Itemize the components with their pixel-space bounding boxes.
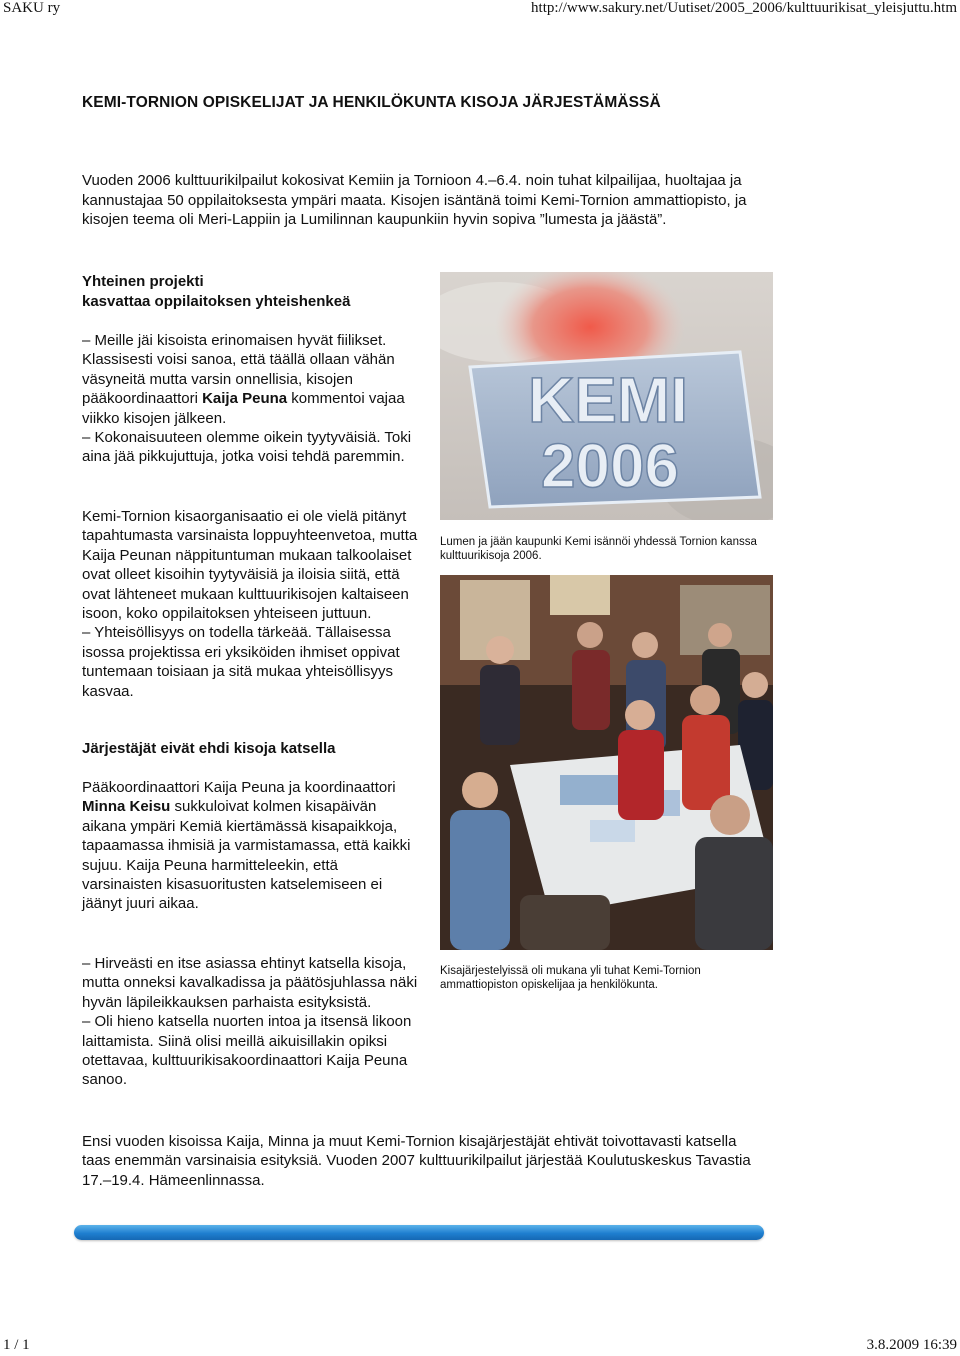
closing-paragraph: Ensi vuoden kisoissa Kaija, Minna ja muut Kemi-Tornion kisajärjestäjät ehtivät toivottavasti katsella taas enemmän varsinaisia esityksiä. Vuoden 2007 kulttuurikilpailut järjestää Koulutuskeskus Tavastia 17.–19.4. Hämeenlinnassa. xyxy=(82,1133,751,1189)
sculpture-text-line1: KEMI xyxy=(528,364,688,436)
text-run: sukkuloivat kolmen kisapäivän aikana ympäri Kemiä kiertämässä kisapaikkoja, tapaamassa ihmisiä ja varmistamassa, että kaikki sujuu. Kaija Peuna harmitteleekin, että varsinaisten kisasuoritusten katselemiseen ei jäänyt juuri aikaa. xyxy=(82,798,411,913)
body-paragraph-2 xyxy=(82,507,422,701)
print-header xyxy=(0,0,960,22)
photo-caption-1: Lumen ja jään kaupunki Kemi isännöi yhdessä Tornion kanssa kulttuurikisoja 2006. xyxy=(440,536,757,562)
text-run: – Oli hieno katsella nuorten intoa ja itsensä likoon laittamista. Siinä olisi meillä aikuisillakin opiksi otettavaa, kulttuurikisakoordinaattori Kaija Peuna sanoo. xyxy=(82,1013,412,1089)
crowd-illustration xyxy=(440,575,773,950)
photo-ice-sculpture xyxy=(440,272,773,520)
lead-paragraph: Vuoden 2006 kulttuurikilpailut kokosivat Kemiin ja Tornioon 4.–6.4. noin tuhat kilpailijaa, huoltajaa ja kannustajaa 50 oppilaitoksesta ympäri maata. Kisojen isäntänä toimi Kemi-Tornion ammattiopisto, ja kisojen teema oli Meri-Lappiin ja Lumilinnan kaupunkiin hyvin sopiva ”lumesta ja jäästä”. xyxy=(82,172,747,229)
photo-caption-2: Kisajärjestelyissä oli mukana yli tuhat Kemi-Tornion ammattiopiston opiskelijaa ja henkilökunta. xyxy=(440,965,701,991)
section-heading-jarjestajat: Järjestäjät eivät ehdi kisoja katsella xyxy=(82,740,336,757)
text-run: – Kokonaisuuteen olemme oikein tyytyväisiä. Toki aina jää pikkujuttuja, jotka voisi tehdä paremmin. xyxy=(82,429,412,466)
ice-sculpture-illustration xyxy=(440,272,773,520)
quote-paragraph-1 xyxy=(82,331,422,467)
text-run: – Yhteisöllisyys on todella tärkeää. Tällaisessa isossa projektissa eri yksiköiden ihmiset oppivat tuntemaan toisiaan ja sitä mukaa yhteisöllisyys kasvaa. xyxy=(82,624,400,700)
text-run: – Hirveästi en itse asiassa ehtinyt katsella kisoja, mutta onneksi kavalkadissa ja päätösjuhlassa näki hyvän läpileikkauksen parhaista esityksistä. xyxy=(82,955,418,1011)
section-heading-yhteinen-projekti xyxy=(82,272,350,311)
person-name-minna-keisu: Minna Keisu xyxy=(82,798,171,816)
blue-divider-bar xyxy=(74,1225,764,1240)
quote-paragraph-2 xyxy=(82,954,422,1090)
section-heading-line1: Yhteinen projekti xyxy=(82,273,204,290)
body-paragraph-3 xyxy=(82,778,422,914)
print-date: 3.8.2009 16:39 xyxy=(866,1337,957,1353)
site-name: SAKU ry xyxy=(3,0,61,16)
article-title: KEMI-TORNION OPISKELIJAT JA HENKILÖKUNTA KISOJA JÄRJESTÄMÄSSÄ xyxy=(82,94,661,111)
text-run: – Meille jäi kisoista erinomaisen hyvät fiilikset. Klassisesti voisi sanoa, että täällä ollaan vähän väsyneitä mutta varsin onnellisia, kisojen pääkoordinaattori xyxy=(82,332,395,408)
text-run: kommentoi vajaa viikko kisojen jälkeen. xyxy=(82,390,405,427)
sculpture-text-line2: 2006 xyxy=(541,432,679,501)
text-run: Pääkoordinaattori Kaija Peuna ja koordinaattori xyxy=(82,779,396,796)
photo-event-crowd xyxy=(440,575,773,950)
section-heading-line2: kasvattaa oppilaitoksen yhteishenkeä xyxy=(82,292,351,310)
page-number: 1 / 1 xyxy=(3,1337,30,1353)
person-name-kaija-peuna: Kaija Peuna xyxy=(202,390,288,408)
page-url[interactable]: http://www.sakury.net/Uutiset/2005_2006/kulttuurikisat_yleisjuttu.htm xyxy=(531,0,957,16)
text-run: Kemi-Tornion kisaorganisaatio ei ole vielä pitänyt tapahtumasta varsinaista loppuyhteenvetoa, mutta Kaija Peunan näppituntuman mukaan talkoolaiset ovat olleet kisoihin tyytyväisiä ja iloisia siitä, että ovat lähteneet mukaan kulttuurikisojen kaltaiseen isoon, koko oppilaitoksen yhteiseen juttuun. xyxy=(82,508,418,623)
